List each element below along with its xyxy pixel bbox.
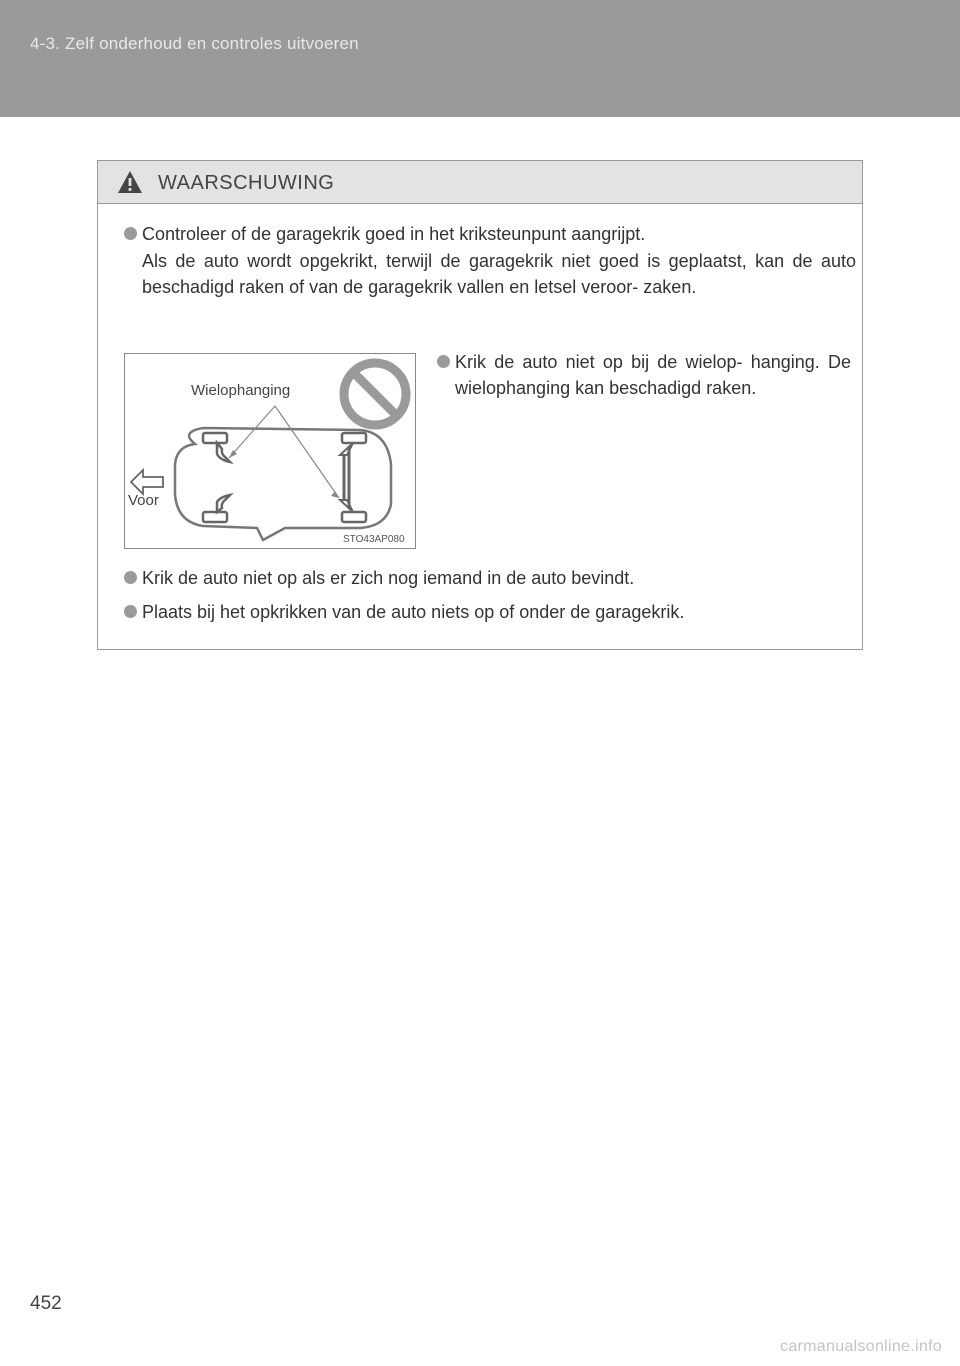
warning-triangle-icon bbox=[116, 169, 144, 195]
warning-box bbox=[97, 160, 863, 650]
warning-title: WAARSCHUWING bbox=[158, 172, 335, 194]
warning-bullet-4 bbox=[124, 599, 856, 625]
figure-code: STO43AP080 bbox=[343, 534, 405, 545]
front-label: Voor bbox=[128, 492, 159, 509]
header-band bbox=[0, 0, 960, 117]
jack-diagram bbox=[124, 353, 416, 549]
section-title: 4-3. Zelf onderhoud en controles uitvoeren bbox=[30, 34, 359, 53]
bullet-text: Controleer of de garagekrik goed in het kriksteunpunt aangrijpt. bbox=[142, 224, 646, 244]
watermark[interactable]: carmanualsonline.info bbox=[780, 1338, 942, 1355]
bullet-text: Krik de auto niet op bij de wielop- hanging. De wielophanging kan beschadigd raken. bbox=[455, 352, 851, 398]
bullet-continuation: Als de auto wordt opgekrikt, terwijl de garagekrik niet goed is geplaatst, kan de auto beschadigd raken of van de garagekrik vallen en letsel veroor- zaken. bbox=[142, 251, 856, 297]
bullet-dot bbox=[124, 605, 137, 618]
bullet-text: Krik de auto niet op als er zich nog iemand in de auto bevindt. bbox=[142, 568, 635, 588]
suspension-label: Wielophanging bbox=[191, 382, 291, 399]
bullet-dot bbox=[437, 355, 450, 368]
page-number: 452 bbox=[30, 1293, 62, 1314]
warning-header bbox=[98, 161, 862, 204]
warning-bullet-2 bbox=[437, 349, 851, 401]
bullet-text: Plaats bij het opkrikken van de auto niets op of onder de garagekrik. bbox=[142, 602, 685, 622]
bullet-dot bbox=[124, 571, 137, 584]
warning-bullet-3 bbox=[124, 565, 856, 591]
bullet-dot bbox=[124, 227, 137, 240]
warning-bullet-1 bbox=[124, 221, 856, 300]
